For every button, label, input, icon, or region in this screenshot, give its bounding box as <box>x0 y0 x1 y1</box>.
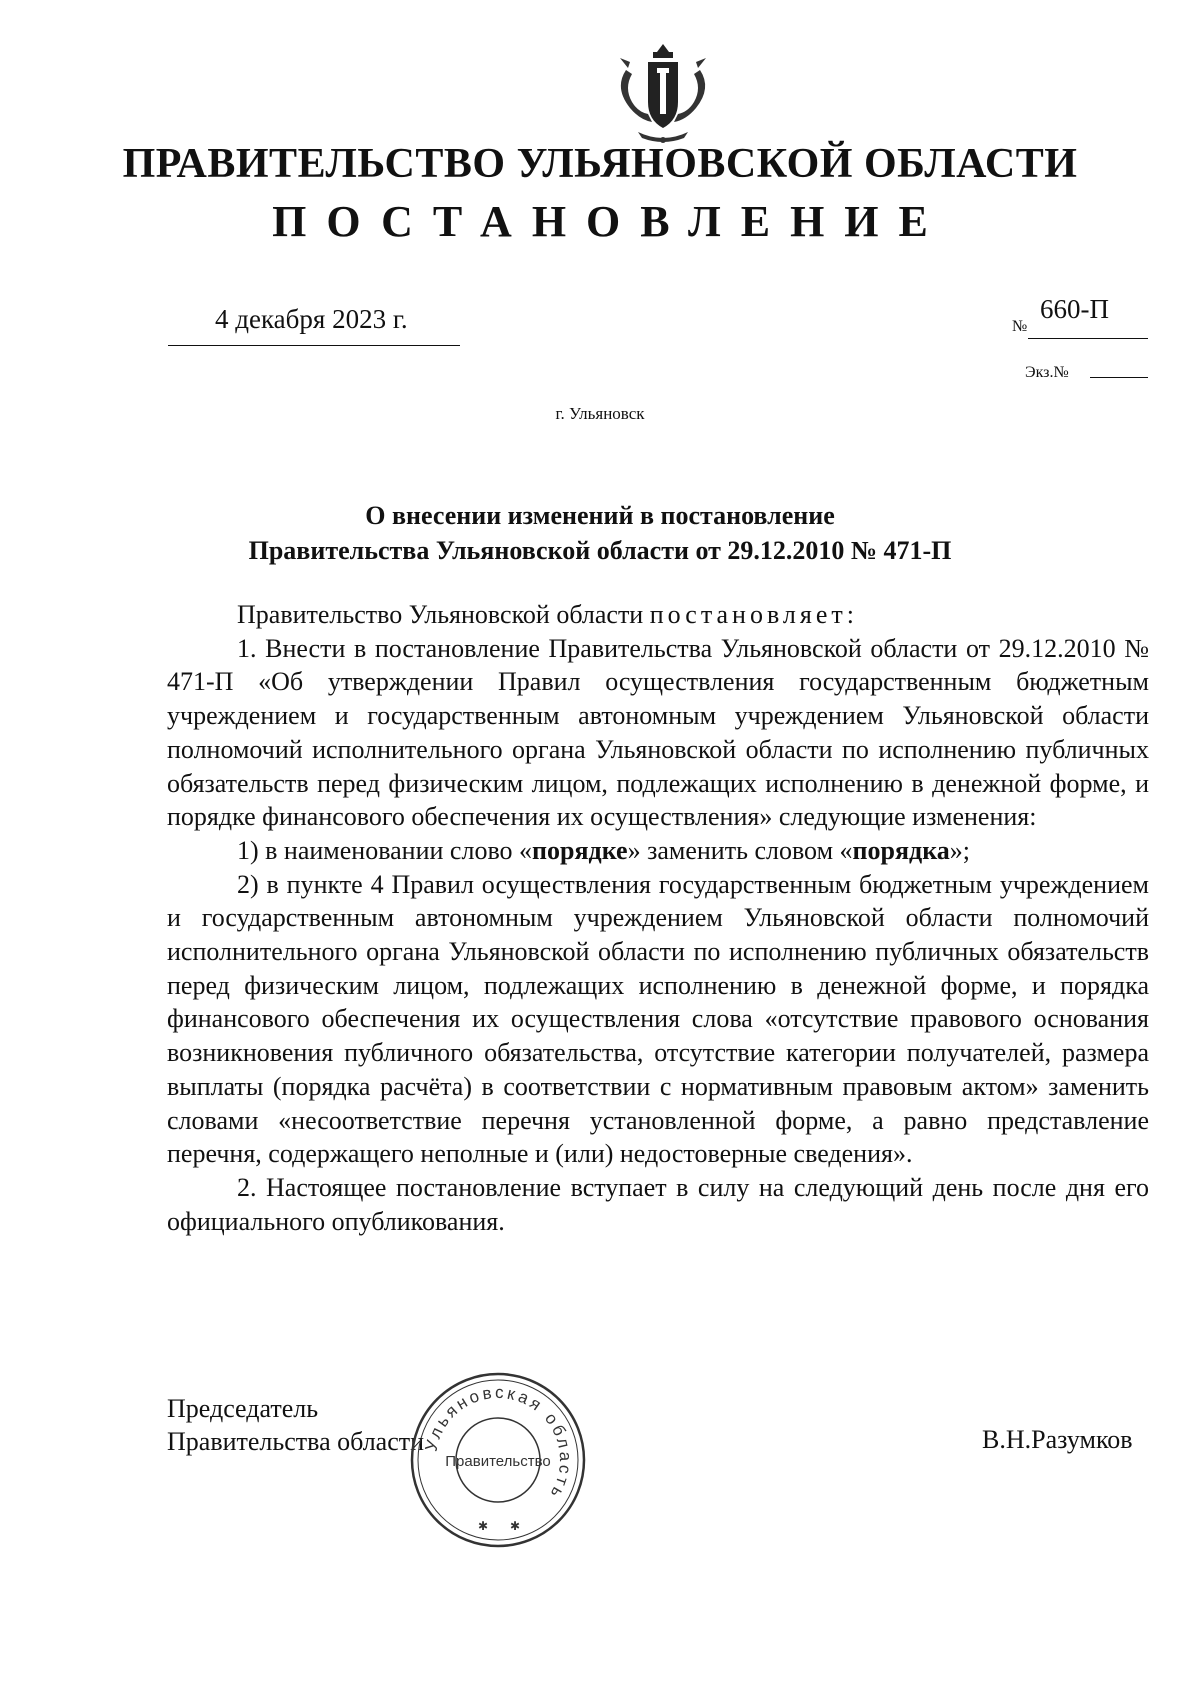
subparagraph-1-1-text-e: »; <box>949 835 971 865</box>
preamble-text: Правительство Ульяновской области <box>237 600 650 629</box>
preamble <box>167 598 1149 632</box>
document-number: 660-П <box>1040 294 1109 324</box>
position-line-1: Председатель <box>167 1394 319 1423</box>
number-underline <box>1028 338 1148 339</box>
signatory-name: В.Н.Разумков <box>982 1425 1133 1454</box>
signatory-position <box>167 1392 424 1458</box>
number-label: № <box>1012 318 1028 335</box>
government-name: ПРАВИТЕЛЬСТВО УЛЬЯНОВСКОЙ ОБЛАСТИ <box>122 141 1078 187</box>
subparagraph-1-2: 2) в пункте 4 Правил осуществления государственным бюджетным учреждением и государственным автономным учреждением Ульяновской области полномочий исполнительного органа Ульяновской области по исполнению публичных обязательств перед физическим лицом, подлежащих исполнению в денежной форме, и порядка финансового обеспечения их осуществления слова «отсутствие правового основания возникновения публичного обязательства, отсутствие категории получателей, размера выплаты (порядка расчёта) в соответствии с нормативным правовым актом» заменить словами «несоответствие перечня установленной форме, а равно представление перечня, содержащего неполные и (или) недостоверные сведения». <box>167 869 1149 1169</box>
position-line-2: Правительства области <box>167 1427 425 1456</box>
copy-number-label: Экз.№ <box>1025 364 1069 381</box>
subparagraph-1-1 <box>167 834 1149 868</box>
document-body <box>167 598 1149 1238</box>
coat-of-arms-icon <box>608 40 718 150</box>
subject-line-2: Правительства Ульяновской области от 29.12.2010 № 471-П <box>248 536 952 565</box>
document-type: ПОСТАНОВЛЕНИЕ <box>272 197 948 246</box>
preamble-verb: постановляет <box>649 600 847 629</box>
subject-line-1: О внесении изменений в постановление <box>365 501 835 530</box>
svg-text:✱: ✱ <box>510 1519 521 1533</box>
svg-text:Правительство: Правительство <box>445 1453 551 1470</box>
subparagraph-1-1-text-c: » заменить словом « <box>627 835 853 865</box>
subparagraph-1-1-old-word: порядке <box>532 835 628 865</box>
svg-text:Ульяновская область: Ульяновская область <box>421 1382 576 1504</box>
paragraph-2: 2. Настоящее постановление вступает в силу на следующий день после дня его официального опубликования. <box>167 1172 1149 1236</box>
city: г. Ульяновск <box>555 404 645 423</box>
subparagraph-1-1-new-word: порядка <box>852 835 950 865</box>
svg-text:✱: ✱ <box>478 1519 489 1533</box>
date-underline <box>168 345 460 346</box>
document-subject <box>0 498 1200 568</box>
paragraph-1: 1. Внести в постановление Правительства Ульяновской области от 29.12.2010 № 471-П «Об утверждении Правил осуществления государственным бюджетным учреждением и государственным автономным учреждением Ульяновской области полномочий исполнительного органа Ульяновской области по исполнению публичных обязательств перед физическим лицом, подлежащих исполнению в денежной форме, и порядке финансового обеспечения их осуществления» следующие изменения: <box>167 633 1149 832</box>
copy-number-underline <box>1090 377 1148 378</box>
subparagraph-1-1-text-a: 1) в наименовании слово « <box>237 835 533 865</box>
preamble-colon: : <box>846 600 854 629</box>
official-seal-icon <box>408 1370 588 1550</box>
document-date: 4 декабря 2023 г. <box>215 304 408 334</box>
